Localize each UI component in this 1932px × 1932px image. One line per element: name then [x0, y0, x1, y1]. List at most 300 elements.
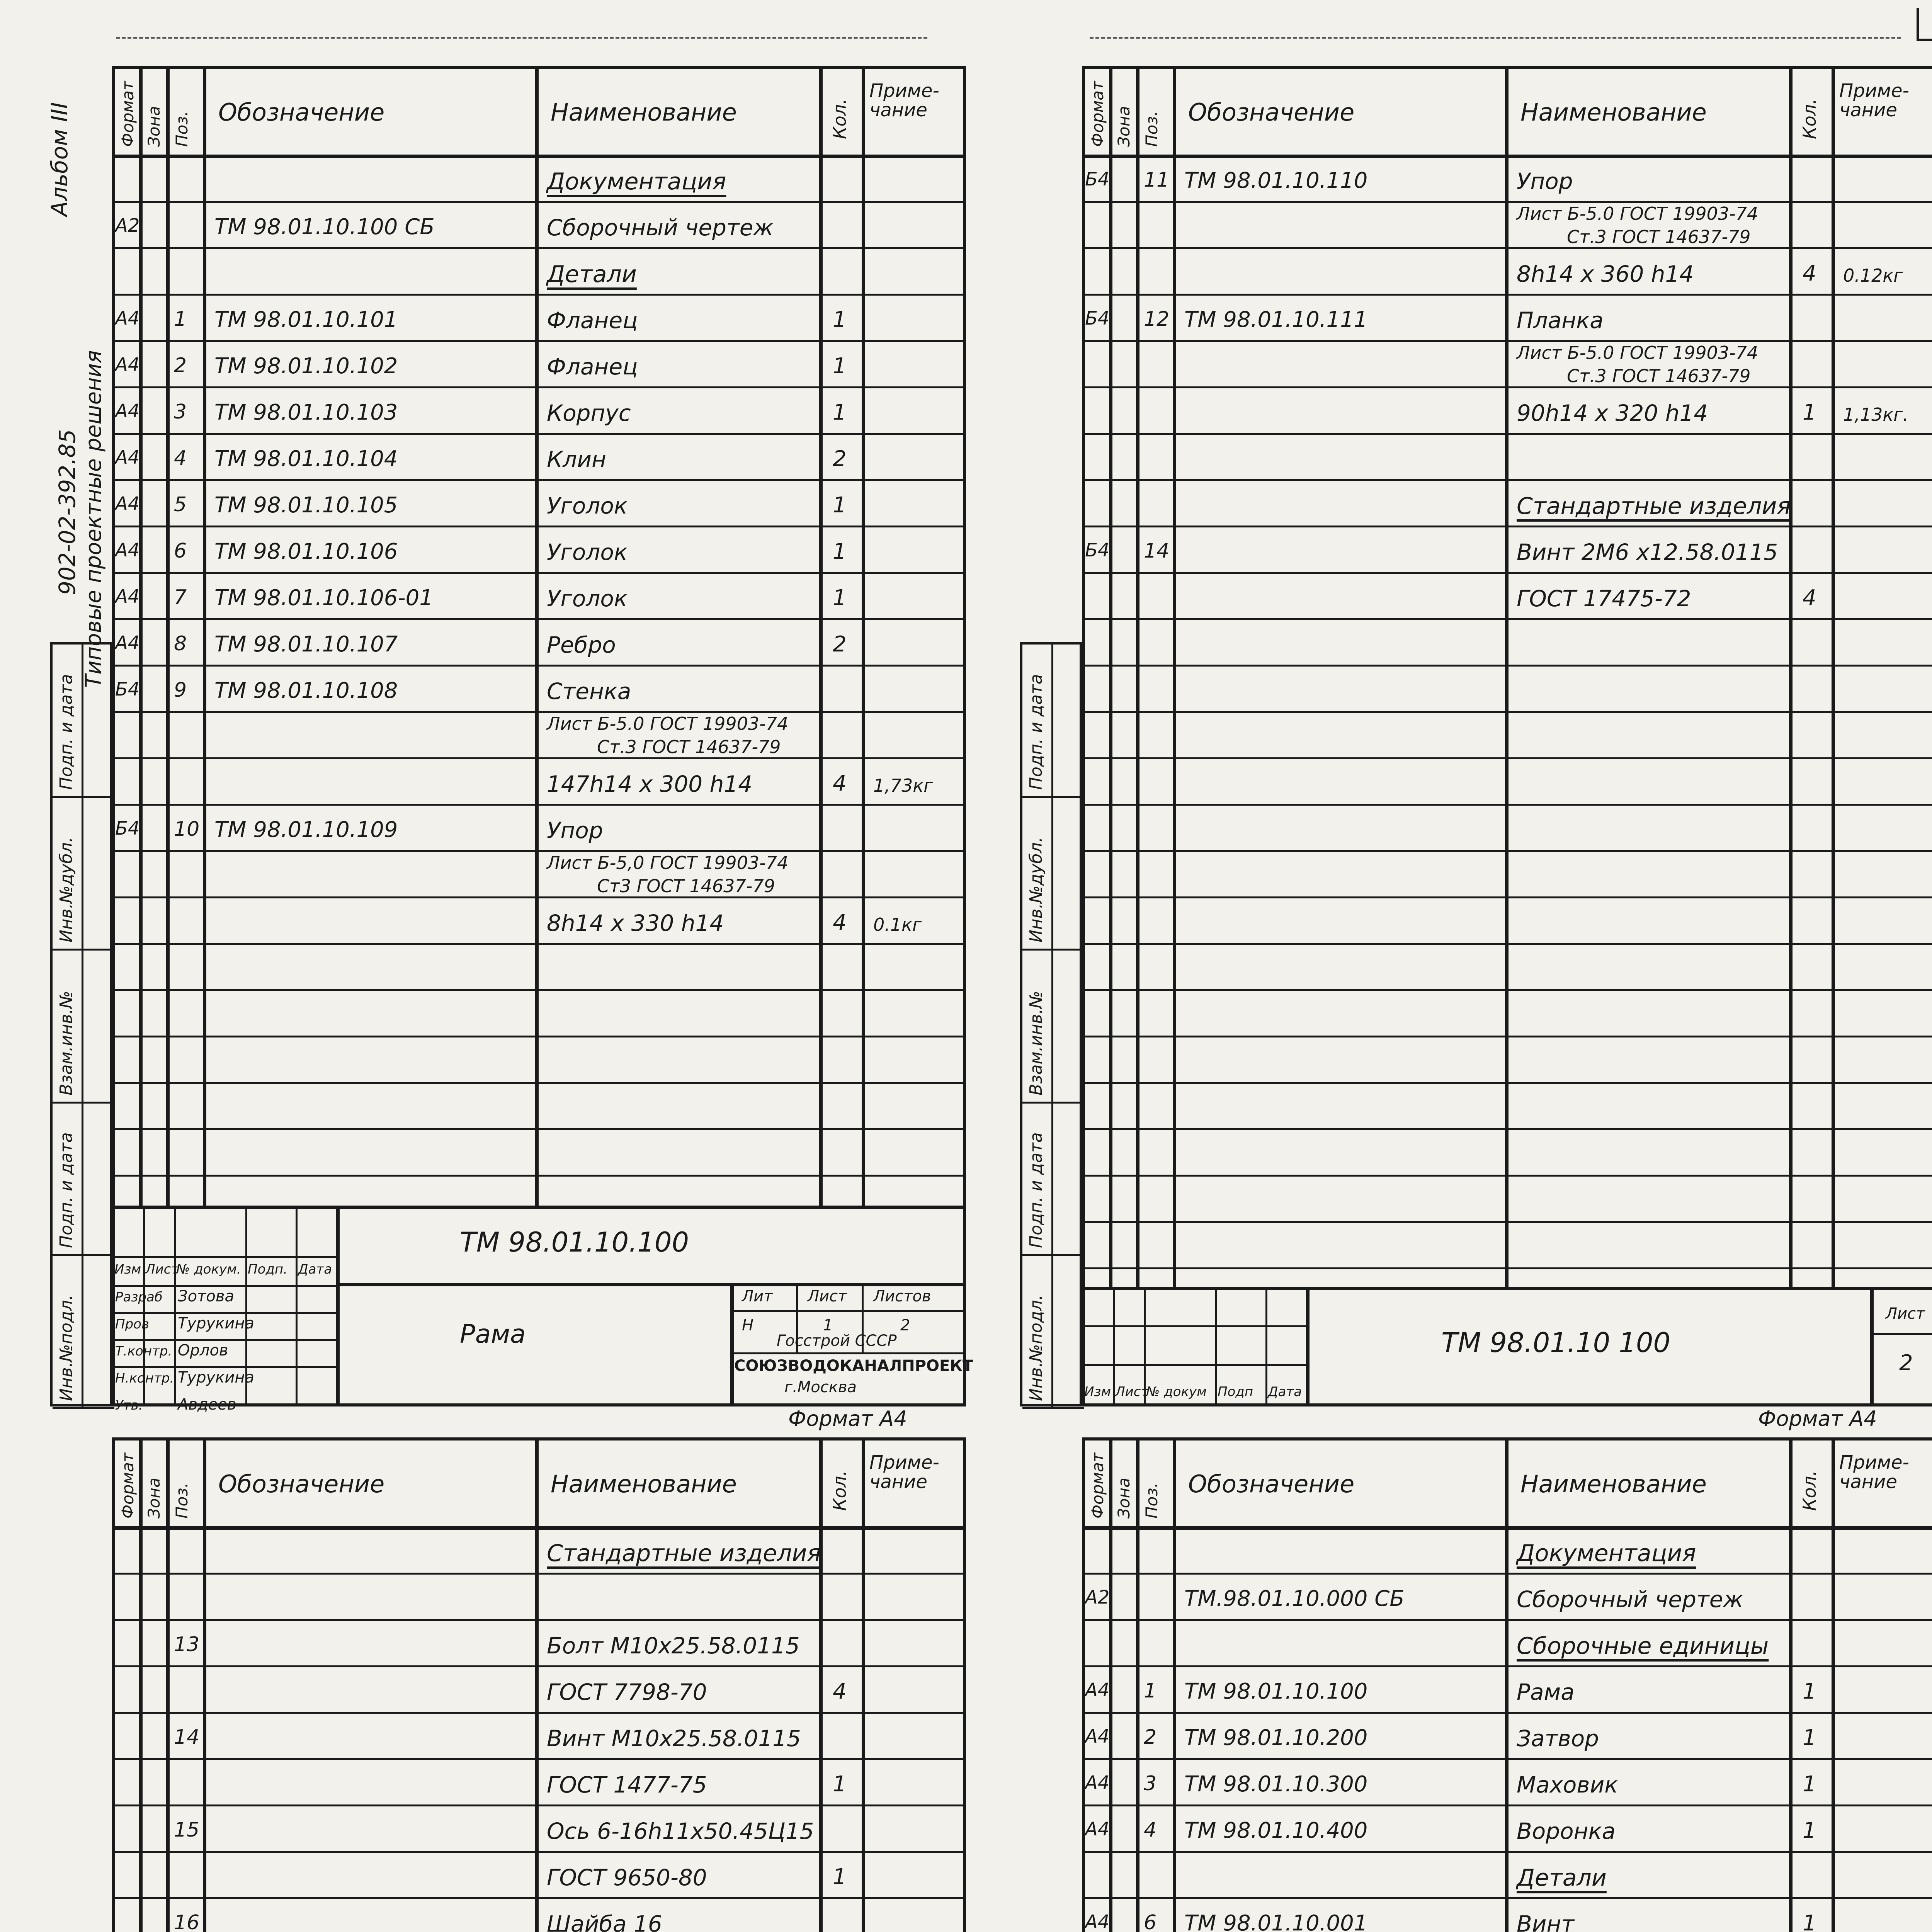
stamp-column-rule: [53, 949, 114, 951]
row-rule: [1082, 1036, 1932, 1037]
row-rule: [112, 294, 966, 296]
stamp-col-head: Подп.: [248, 1262, 287, 1277]
row-rule: [1082, 572, 1932, 574]
stamp-column-rule: [1022, 1254, 1084, 1256]
organization-ministry: Госстрой СССР: [777, 1332, 897, 1350]
stamp-role: Н.контр.: [115, 1371, 174, 1386]
format-header: Формат: [1088, 81, 1107, 147]
sheet4: [1082, 1437, 1932, 1932]
row-name: Винт 2М6 х12.58.0115: [1517, 539, 1778, 565]
row-name: Воронка: [1517, 1818, 1616, 1844]
row-rule: [112, 1804, 966, 1806]
document-designation: ТМ 98.01.10 100: [1441, 1327, 1670, 1359]
row-format: А4: [115, 586, 140, 607]
row-quantity: 1: [1803, 1725, 1816, 1750]
format-label: Формат А4: [1758, 1406, 1877, 1431]
row-designation: ТМ 98.01.10.100: [1184, 1679, 1368, 1704]
pos-header: Поз.: [172, 1483, 191, 1519]
row-name: Ось 6-16h11х50.45Ц15: [547, 1818, 814, 1844]
row-rule: [112, 1573, 966, 1575]
stamp-col-line: [296, 1206, 298, 1406]
note-header: Приме- чание: [869, 80, 939, 121]
row-name: Корпус: [547, 400, 631, 426]
header-rule: [112, 1526, 966, 1530]
row-rule: [112, 665, 966, 667]
row-quantity: 1: [833, 1772, 847, 1797]
row-format: А4: [1085, 1818, 1110, 1840]
stamp-col-line: [1306, 1287, 1310, 1406]
row-designation: ТМ 98.01.10.106-01: [214, 585, 433, 611]
list-label: Лист: [808, 1287, 847, 1305]
row-format: Б4: [1085, 308, 1110, 329]
row-position: 2: [1144, 1726, 1157, 1749]
stamp-role: Пров: [115, 1316, 149, 1332]
row-designation: ТМ.98.01.10.000 СБ: [1184, 1586, 1405, 1611]
row-name: ГОСТ 7798-70: [547, 1679, 707, 1705]
stamp-role: Утв.: [115, 1398, 143, 1413]
stamp-col-line: [174, 1206, 176, 1406]
row-quantity: 1: [1803, 400, 1816, 425]
lists-value: 2: [900, 1316, 910, 1334]
row-quantity: 1: [833, 307, 847, 332]
format-label: Формат А4: [788, 1406, 907, 1431]
row-name: Лист Б-5.0 ГОСТ 19903-74: [1517, 342, 1759, 363]
stamp-column-label: Взам.инв.№: [56, 991, 76, 1095]
row-rule: [112, 479, 966, 481]
row-designation: ТМ 98.01.10.107: [214, 632, 398, 657]
corner-box: [1917, 8, 1932, 41]
name-header: Наименование: [551, 98, 737, 126]
stamp-col-head: Изм: [1084, 1384, 1111, 1400]
row-rule: [112, 1851, 966, 1853]
lists-label: Листов: [873, 1287, 931, 1305]
row-rule: [1082, 1573, 1932, 1575]
zone-header: Зона: [1114, 1478, 1133, 1519]
stamp-row-rule: [112, 1366, 336, 1368]
row-position: 2: [174, 354, 187, 377]
row-format: Б4: [1085, 539, 1110, 561]
row-rule: [112, 711, 966, 713]
row-name-line2: Ст.3 ГОСТ 14637-79: [597, 736, 781, 757]
drawing-title: Рама: [460, 1319, 526, 1349]
row-rule: [1082, 711, 1932, 713]
row-rule: [1082, 943, 1932, 945]
row-format: Б4: [1085, 168, 1110, 190]
stamp-role: Разраб: [115, 1289, 163, 1305]
cut-line: [116, 37, 927, 39]
format-header: Формат: [118, 81, 137, 147]
row-name: Уголок: [547, 539, 628, 565]
row-designation: ТМ 98.01.10.300: [1184, 1772, 1368, 1797]
row-position: 15: [174, 1818, 200, 1842]
row-rule: [1082, 1851, 1932, 1853]
list-value: 1: [823, 1316, 833, 1334]
row-rule: [1082, 1128, 1932, 1130]
row-quantity: 1: [1803, 1772, 1816, 1797]
sheet-number-line: [1870, 1287, 1874, 1406]
row-note: 1,13кг.: [1843, 404, 1908, 425]
pos-header: Поз.: [172, 111, 191, 147]
row-rule: [1082, 201, 1932, 203]
column-line: [1136, 1437, 1139, 1932]
row-designation: ТМ 98.01.10.100 СБ: [214, 214, 435, 240]
row-quantity: 1: [1803, 1911, 1816, 1932]
row-name: 8h14 х 360 h14: [1517, 261, 1694, 287]
stamp-column-label: Подп. и дата: [56, 673, 76, 790]
row-designation: ТМ 98.01.10.101: [214, 307, 398, 332]
sheet-number-rule: [1870, 1333, 1932, 1335]
stamp-column-label: Инв.№дубл.: [1026, 837, 1046, 943]
zone-header: Зона: [145, 1478, 163, 1519]
column-line: [819, 66, 823, 1206]
stamp-col-line: [112, 1206, 114, 1406]
name-header: Наименование: [1520, 98, 1707, 126]
column-line: [139, 1437, 143, 1932]
row-format: А4: [115, 354, 140, 376]
row-rule: [1082, 294, 1932, 296]
header-rule: [112, 155, 966, 158]
qty-header: Кол.: [1799, 99, 1820, 139]
row-designation: ТМ 98.01.10.400: [1184, 1818, 1368, 1843]
row-designation: ТМ 98.01.10.102: [214, 354, 398, 379]
row-designation: ТМ 98.01.10.103: [214, 400, 398, 425]
stamp-column-line: [1051, 645, 1053, 1409]
row-name: Стандартные изделия: [547, 1540, 821, 1567]
row-format: А4: [115, 539, 140, 561]
column-line: [1832, 1437, 1835, 1932]
qty-header: Кол.: [1799, 1470, 1820, 1511]
column-line: [1173, 1437, 1176, 1932]
stamp-column-rule: [53, 796, 114, 798]
stamp-row-rule: [112, 1312, 336, 1314]
row-format: А4: [1085, 1911, 1110, 1932]
row-quantity: 4: [833, 771, 847, 796]
row-designation: ТМ 98.01.10.111: [1184, 307, 1368, 332]
stamp-column-rule: [1022, 1407, 1084, 1409]
row-name-line2: Ст.3 ГОСТ 14637-79: [1567, 226, 1751, 247]
row-position: 8: [174, 632, 187, 655]
row-quantity: 4: [833, 1679, 847, 1704]
column-line: [166, 1437, 170, 1932]
row-rule: [1082, 1665, 1932, 1667]
row-rule: [1082, 1712, 1932, 1714]
stamp-row-rule: [1082, 1364, 1306, 1366]
row-name: Уголок: [547, 585, 628, 612]
stamp-name: Зотова: [178, 1287, 234, 1305]
row-format: А2: [115, 215, 140, 236]
row-name: Рама: [1517, 1679, 1575, 1705]
stamp-column-label: Подп. и дата: [1026, 1132, 1046, 1248]
row-position: 6: [174, 539, 187, 563]
row-rule: [112, 1036, 966, 1037]
row-quantity: 1: [833, 1864, 847, 1889]
stamp-column-rule: [1022, 1102, 1084, 1104]
row-position: 3: [1144, 1772, 1157, 1795]
row-quantity: 1: [833, 585, 847, 611]
row-position: 13: [174, 1633, 200, 1656]
row-name: Сборочные единицы: [1517, 1633, 1769, 1660]
row-rule: [112, 433, 966, 435]
row-name: 147h14 х 300 h14: [547, 771, 753, 797]
row-rule: [112, 386, 966, 388]
row-rule: [1082, 665, 1932, 667]
row-name: Фланец: [547, 354, 638, 380]
row-rule: [1082, 804, 1932, 806]
row-rule: [1082, 989, 1932, 991]
row-designation: ТМ 98.01.10.001: [1184, 1911, 1368, 1932]
row-format: А4: [115, 308, 140, 329]
note-header: Приме- чание: [1839, 1452, 1909, 1493]
stamp-row-rule: [112, 1285, 336, 1287]
stamp-column-label: Инв.№подл.: [56, 1294, 76, 1401]
column-line: [166, 66, 170, 1206]
row-rule: [112, 989, 966, 991]
qty-header: Кол.: [829, 99, 850, 139]
designation-header: Обозначение: [1188, 98, 1355, 126]
stamp-column-rule: [53, 1407, 114, 1409]
designation-header: Обозначение: [218, 98, 385, 126]
sheet3: [112, 1437, 966, 1932]
row-rule: [112, 896, 966, 898]
stamp-row-rule: [1082, 1325, 1306, 1327]
row-note: 0.12кг: [1843, 265, 1903, 286]
row-designation: ТМ 98.01.10.108: [214, 678, 398, 703]
row-quantity: 4: [1803, 585, 1816, 611]
lit-label: Лит: [742, 1287, 773, 1305]
row-rule: [1082, 1619, 1932, 1621]
row-rule: [112, 340, 966, 342]
stamp-name: Турукина: [178, 1369, 254, 1386]
stamp-role: Т.контр.: [115, 1344, 172, 1359]
row-format: Б4: [115, 679, 140, 700]
note-header: Приме- чание: [869, 1452, 939, 1493]
row-name: Винт: [1517, 1911, 1575, 1932]
stamp-column: [1020, 642, 1082, 1406]
row-rule: [1082, 1221, 1932, 1223]
row-format: А2: [1085, 1587, 1110, 1608]
row-quantity: 1: [1803, 1818, 1816, 1843]
row-rule: [112, 757, 966, 759]
row-rule: [112, 247, 966, 249]
row-designation: ТМ 98.01.10.104: [214, 446, 398, 471]
lit-value: Н: [742, 1316, 754, 1334]
stamp-col-line: [1265, 1287, 1267, 1406]
row-rule: [1082, 757, 1932, 759]
row-position: 11: [1144, 168, 1170, 192]
format-header: Формат: [1088, 1452, 1107, 1519]
row-name: Стенка: [547, 678, 631, 704]
row-format: А4: [1085, 1726, 1110, 1747]
row-rule: [112, 1712, 966, 1714]
stamp-column-label: Инв.№подл.: [1026, 1294, 1046, 1401]
row-designation: ТМ 98.01.10.106: [214, 539, 398, 564]
column-line: [535, 1437, 539, 1932]
album-label: Альбом III: [46, 102, 73, 216]
row-rule: [112, 1758, 966, 1760]
row-rule: [1082, 1082, 1932, 1084]
organization-name: СОЮЗВОДОКАНАЛПРОЕКТ: [734, 1357, 973, 1375]
row-format: А4: [115, 400, 140, 422]
row-rule: [112, 850, 966, 852]
row-quantity: 1: [833, 539, 847, 564]
row-format: Б4: [115, 818, 140, 839]
row-rule: [1082, 433, 1932, 435]
row-name-line2: Ст3 ГОСТ 14637-79: [597, 876, 775, 896]
row-quantity: 1: [1803, 1679, 1816, 1704]
stamp-name: Авдеев: [178, 1396, 236, 1413]
name-header: Наименование: [1520, 1470, 1707, 1498]
row-position: 14: [174, 1726, 200, 1749]
row-rule: [112, 526, 966, 527]
row-name: Винт М10х25.58.0115: [547, 1725, 801, 1752]
row-name: Сборочный чертеж: [1517, 1586, 1743, 1612]
organization-city: г.Москва: [784, 1378, 857, 1396]
row-name: Документация: [547, 168, 726, 195]
title-divider: [336, 1283, 966, 1286]
row-position: 3: [174, 400, 187, 423]
row-format: А4: [115, 632, 140, 654]
row-position: 4: [174, 447, 187, 470]
row-rule: [112, 1897, 966, 1899]
row-rule: [112, 1665, 966, 1667]
row-rule: [1082, 1267, 1932, 1269]
row-name: Лист Б-5.0 ГОСТ 19903-74: [547, 713, 789, 734]
row-name: 90h14 х 320 h14: [1517, 400, 1708, 426]
column-line: [535, 66, 539, 1206]
row-rule: [112, 1128, 966, 1130]
stamp-column-rule: [1022, 796, 1084, 798]
stamp-col-head: Лист: [1115, 1384, 1149, 1400]
row-position: 1: [174, 308, 187, 331]
designation-header: Обозначение: [218, 1470, 385, 1498]
stamp-column-label: Подп. и дата: [56, 1132, 76, 1248]
stamp-column-rule: [53, 1254, 114, 1256]
row-rule: [1082, 1804, 1932, 1806]
row-rule: [1082, 896, 1932, 898]
row-format: А4: [115, 447, 140, 468]
title-block-rule: [112, 1206, 966, 1209]
stamp-col-head: № докум: [1146, 1384, 1207, 1400]
row-name: Упор: [1517, 168, 1573, 194]
column-line: [1789, 1437, 1793, 1932]
column-line: [203, 66, 206, 1206]
stamp-column-label: Инв.№дубл.: [56, 837, 76, 943]
column-line: [862, 1437, 865, 1932]
stamp-col-line: [1113, 1287, 1115, 1406]
row-name: Затвор: [1517, 1725, 1599, 1752]
row-name: Лист Б-5.0 ГОСТ 19903-74: [1517, 203, 1759, 224]
row-rule: [112, 572, 966, 574]
pos-header: Поз.: [1142, 111, 1161, 147]
stamp-col-line: [1215, 1287, 1217, 1406]
row-name: Стандартные изделия: [1517, 493, 1791, 520]
row-designation: ТМ 98.01.10.200: [1184, 1725, 1368, 1750]
row-rule: [1082, 247, 1932, 249]
column-line: [203, 1437, 206, 1932]
row-rule: [1082, 386, 1932, 388]
stamp-col-head: № докум.: [176, 1262, 241, 1277]
row-rule: [1082, 526, 1932, 527]
row-name: Фланец: [547, 307, 638, 333]
row-name: Уголок: [547, 493, 628, 519]
row-name: Планка: [1517, 307, 1604, 333]
stamp-column-rule: [1022, 949, 1084, 951]
row-name: Клин: [547, 446, 606, 473]
stamp-column-label: Подп. и дата: [1026, 673, 1046, 790]
row-note: 0.1кг: [873, 914, 922, 935]
row-quantity: 2: [833, 446, 847, 471]
note-header: Приме- чание: [1839, 80, 1909, 121]
sheet2: [1026, 66, 1932, 1431]
row-name: Документация: [1517, 1540, 1696, 1567]
row-rule: [1082, 618, 1932, 620]
row-rule: [112, 201, 966, 203]
row-position: 10: [174, 818, 200, 841]
row-position: 4: [1144, 1818, 1157, 1842]
stamp-column-label: Взам.инв.№: [1026, 991, 1046, 1095]
row-name: ГОСТ 1477-75: [547, 1772, 707, 1798]
row-format: А4: [115, 493, 140, 515]
stamp-row-rule: [112, 1256, 336, 1258]
row-rule: [1082, 1758, 1932, 1760]
title-block-rule: [1082, 1287, 1932, 1290]
row-name: Маховик: [1517, 1772, 1618, 1798]
row-name-line2: Ст.3 ГОСТ 14637-79: [1567, 366, 1751, 386]
row-rule: [1082, 479, 1932, 481]
row-quantity: 1: [833, 400, 847, 425]
row-format: А4: [1085, 1772, 1110, 1794]
row-rule: [1082, 1175, 1932, 1177]
stamp-column: [50, 642, 112, 1406]
list-label: Лист: [1886, 1305, 1925, 1323]
row-rule: [112, 1175, 966, 1177]
row-rule: [1082, 1897, 1932, 1899]
title-row-line: [730, 1310, 966, 1312]
stamp-name: Орлов: [178, 1342, 228, 1359]
row-rule: [1082, 850, 1932, 852]
row-name: Лист Б-5,0 ГОСТ 19903-74: [547, 852, 789, 873]
row-rule: [1082, 340, 1932, 342]
format-header: Формат: [118, 1452, 137, 1519]
row-quantity: 4: [1803, 261, 1816, 286]
row-designation: ТМ 98.01.10.110: [1184, 168, 1368, 193]
row-name: ГОСТ 9650-80: [547, 1864, 707, 1891]
row-name: Шайба 16: [547, 1911, 662, 1932]
row-position: 12: [1144, 308, 1170, 331]
document-designation: ТМ 98.01.10.100: [460, 1226, 689, 1258]
row-position: 7: [174, 586, 187, 609]
stamp-name: Турукина: [178, 1315, 254, 1332]
row-name: ГОСТ 17475-72: [1517, 585, 1691, 612]
column-line: [862, 66, 865, 1206]
stamp-col-line: [336, 1206, 340, 1406]
row-rule: [112, 804, 966, 806]
column-line: [819, 1437, 823, 1932]
stamp-col-head: Дата: [298, 1262, 332, 1277]
row-note: 1,73кг: [873, 775, 933, 796]
row-quantity: 2: [833, 632, 847, 657]
list-value: 2: [1899, 1350, 1913, 1376]
row-position: 9: [174, 679, 187, 702]
title-row-line: [730, 1352, 966, 1354]
row-position: 5: [174, 493, 187, 516]
pos-header: Поз.: [1142, 1483, 1161, 1519]
row-designation: ТМ 98.01.10.109: [214, 817, 398, 842]
stamp-col-head: Изм: [114, 1262, 141, 1277]
row-designation: ТМ 98.01.10.105: [214, 493, 398, 518]
zone-header: Зона: [145, 106, 163, 147]
name-header: Наименование: [551, 1470, 737, 1498]
